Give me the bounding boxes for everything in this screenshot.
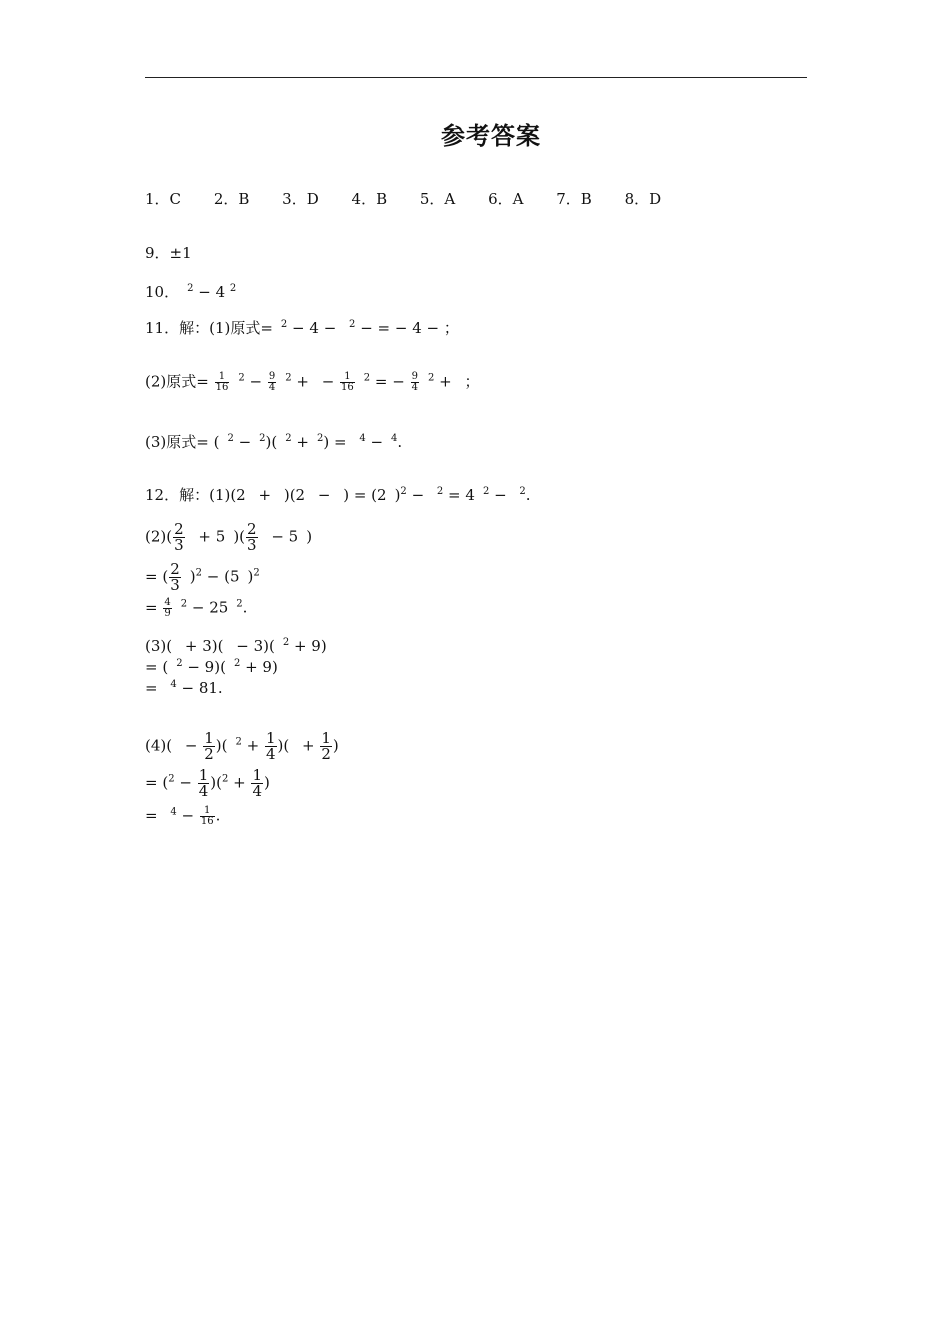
answer-6: 6．A (488, 190, 524, 208)
answer-12-part3-line3: = $^4$ − 81. (145, 679, 223, 697)
answer-12-part2-line3: = $\frac{4}{9}$ $^2$ − 25 $^2$. (145, 597, 248, 619)
fraction: $\frac{1}{16}$ (215, 371, 229, 393)
fraction: $\frac{4}{9}$ (164, 597, 171, 619)
fraction: $\frac{2}{3}$ (247, 520, 257, 554)
fraction: $\frac{2}{3}$ (174, 520, 184, 554)
answer-7: 7．B (556, 190, 592, 208)
answer-10: 10． $^2$ − 4 $^2$ (145, 283, 237, 301)
header-rule (145, 77, 807, 78)
fraction: $\frac{1}{16}$ (341, 371, 354, 393)
answer-2: 2．B (213, 190, 250, 208)
answer-12-part4-line1: (4)( − $\frac{1}{2}$ )( $^2$ + $\frac{1}{4}$ )( + $\frac{1}{2}$ ) (145, 729, 339, 763)
fraction: $\frac{1}{16}$ (200, 805, 214, 827)
fraction: $\frac{9}{4}$ (411, 371, 418, 393)
answer-11-part1: 11．解：(1)原式= $^2$ − 4 − $^2$ − = − 4 − ； (145, 319, 459, 337)
answer-3: 3．D (282, 190, 319, 208)
answer-11-part3: (3)原式= ( $^2$ − $^2$)( $^2$ + $^2$) = $^4$ − $^4$. (145, 433, 403, 451)
multiple-choice-answers (145, 188, 689, 209)
fraction: $\frac{1}{2}$ (204, 729, 214, 763)
answer-12-part4-line2: = ($^2$ − $\frac{1}{4}$ )($^2$ + $\frac{1}{4}$ ) (145, 766, 270, 800)
answer-9: 9．±1 (145, 244, 192, 262)
answer-5: 5．A (419, 190, 456, 208)
fraction: $\frac{1}{4}$ (198, 766, 209, 800)
page-title: 参考答案 (441, 121, 541, 150)
answer-12-part4-line3: = $^4$ − $\frac{1}{16}$ . (145, 805, 221, 827)
answer-12-part3-line1: (3)( + 3)( − 3)( $^2$ + 9) (145, 637, 327, 655)
fraction: $\frac{1}{4}$ (265, 729, 276, 763)
fraction: $\frac{2}{3}$ (170, 560, 180, 594)
answer-12-part2-line2: = ( $\frac{2}{3}$ )$^2$ − (5 )$^2$ (145, 560, 260, 594)
answer-12-part2-line1: (2)( $\frac{2}{3}$ + 5 )( $\frac{2}{3}$ − 5 ) (145, 520, 313, 554)
answer-12-part3-line2: = ( $^2$ − 9)( $^2$ + 9) (145, 658, 278, 676)
answer-1: 1．C (145, 190, 182, 208)
fraction: $\frac{1}{2}$ (321, 729, 331, 763)
answer-4: 4．B (351, 190, 388, 208)
fraction: $\frac{1}{4}$ (252, 766, 262, 800)
answer-12-part1: 12．解：(1)(2 + )(2 − ) = (2 )$^2$ − $^2$ = 4 $^2$ − $^2$. (145, 486, 531, 504)
fraction: $\frac{9}{4}$ (268, 371, 276, 393)
answer-11-part2: (2)原式= $\frac{1}{16}$ $^2$ − $\frac{9}{4}$ $^2$ + − $\frac{1}{16}$ $^2$ = − $\frac{9}{4}$ $^2$ + ； (145, 371, 480, 393)
answer-8: 8．D (624, 190, 662, 208)
